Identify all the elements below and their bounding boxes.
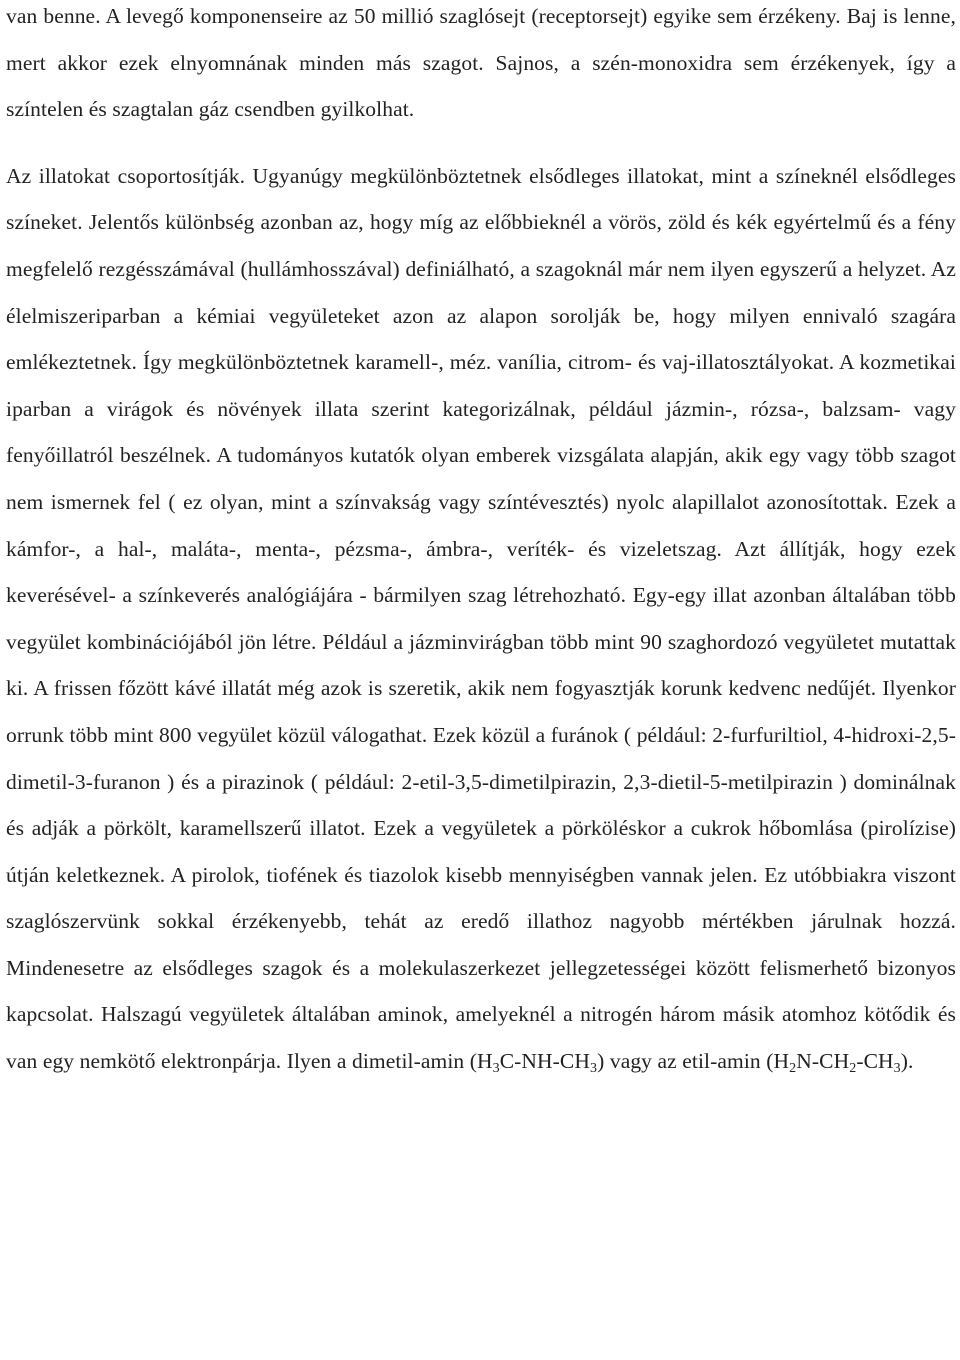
formula-text: C-NH-CH [499, 1049, 590, 1074]
document-page [6, 0, 956, 1085]
formula-text: N-CH [796, 1049, 850, 1074]
paragraph-text: Az illatokat csoportosítják. Ugyanúgy megkülönböztetnek elsődleges illatokat, mint a színeknél elsődleges színeket. Jelentős különbség azonban az, hogy míg az előbbieknél a vörös, zöld és kék egyértelmű és a fény megfelelő rezgésszámával (hullámhosszával) definiálható, a szagoknál már nem ilyen egyszerű a helyzet. Az élelmiszeriparban a kémiai vegyületeket azon az alapon sorolják be, hogy milyen ennivaló szagára emlékeztetnek. Így megkülönböztetnek karamell-, méz. vanília, citrom- és vaj-illatosztályokat. A kozmetikai iparban a virágok és növények illata szerint kategorizálnak, például jázmin-, rózsa-, balzsam- vagy fenyőillatról beszélnek. A tudományos kutatók olyan emberek vizsgálata alapján, akik egy vagy több szagot nem ismernek fel ( ez olyan, mint a színvakság vagy színtévesztés) nyolc alapillalot azonosítottak. Ezek a kámfor-, a hal-, maláta-, menta-, pézsma-, ámbra-, veríték- és vizeletszag. Azt állítják, hogy ezek keverésével- a színkeverés analógiájára - bármilyen szag létrehozható. Egy-egy illat azonban általában több vegyület kombinációjából jön létre. Például a jázminvirágban több mint 90 szaghordozó vegyületet mutattak ki. A frissen főzött kávé illatát még azok is szeretik, akik nem fogyasztják korunk kedvenc nedűjét. Ilyenkor orrunk több mint 800 vegyület közül válogathat. Ezek közül a furánok ( például: 2-furfuriltiol, 4-hidroxi-2,5-dimetil-3-furanon ) és a pirazinok ( például: 2-etil-3,5-dimetilpirazin, 2,3-dietil-5-metilpirazin ) dominálnak és adják a pörkölt, karamellszerű illatot. Ezek a vegyületek a pörköléskor a cukrok hőbomlása (pirolízise) útján keletkeznek. A pirolok, tiofének és tiazolok kisebb mennyiségben vannak jelen. Ez utóbbiakra viszont szaglószervünk sokkal érzékenyebb, tehát az eredő illathoz nagyobb mértékben járulnak hozzá. Mindenesetre az elsődleges szagok és a molekulaszerkezet jellegzetességei között felismerhető bizonyos kapcsolat. Halszagú vegyületek általában aminok, amelyeknél a nitrogén három másik atomhoz kötődik és van egy nemkötő elektronpárja. Ilyen a dimetil-amin (H [6, 163, 956, 1074]
subscript: 3 [590, 1061, 598, 1077]
formula-text: -CH [856, 1049, 894, 1074]
paragraph: van benne. A levegő komponenseire az 50 millió szaglósejt (receptorsejt) egyike sem érzékeny. Baj is lenne, mert akkor ezek elnyomnának minden más szagot. Sajnos, a szén-monoxidra sem érzékenyek, így a színtelen és szagtalan gáz csendben gyilkolhat. [6, 4, 956, 122]
subscript: 2 [849, 1061, 857, 1077]
subscript: 3 [893, 1061, 901, 1077]
subscript: 3 [492, 1061, 500, 1077]
paragraph-text: ) vagy az etil-amin (H [597, 1049, 790, 1074]
subscript: 2 [789, 1061, 797, 1077]
paragraph-text: ). [900, 1049, 914, 1074]
paragraph [6, 153, 956, 1085]
